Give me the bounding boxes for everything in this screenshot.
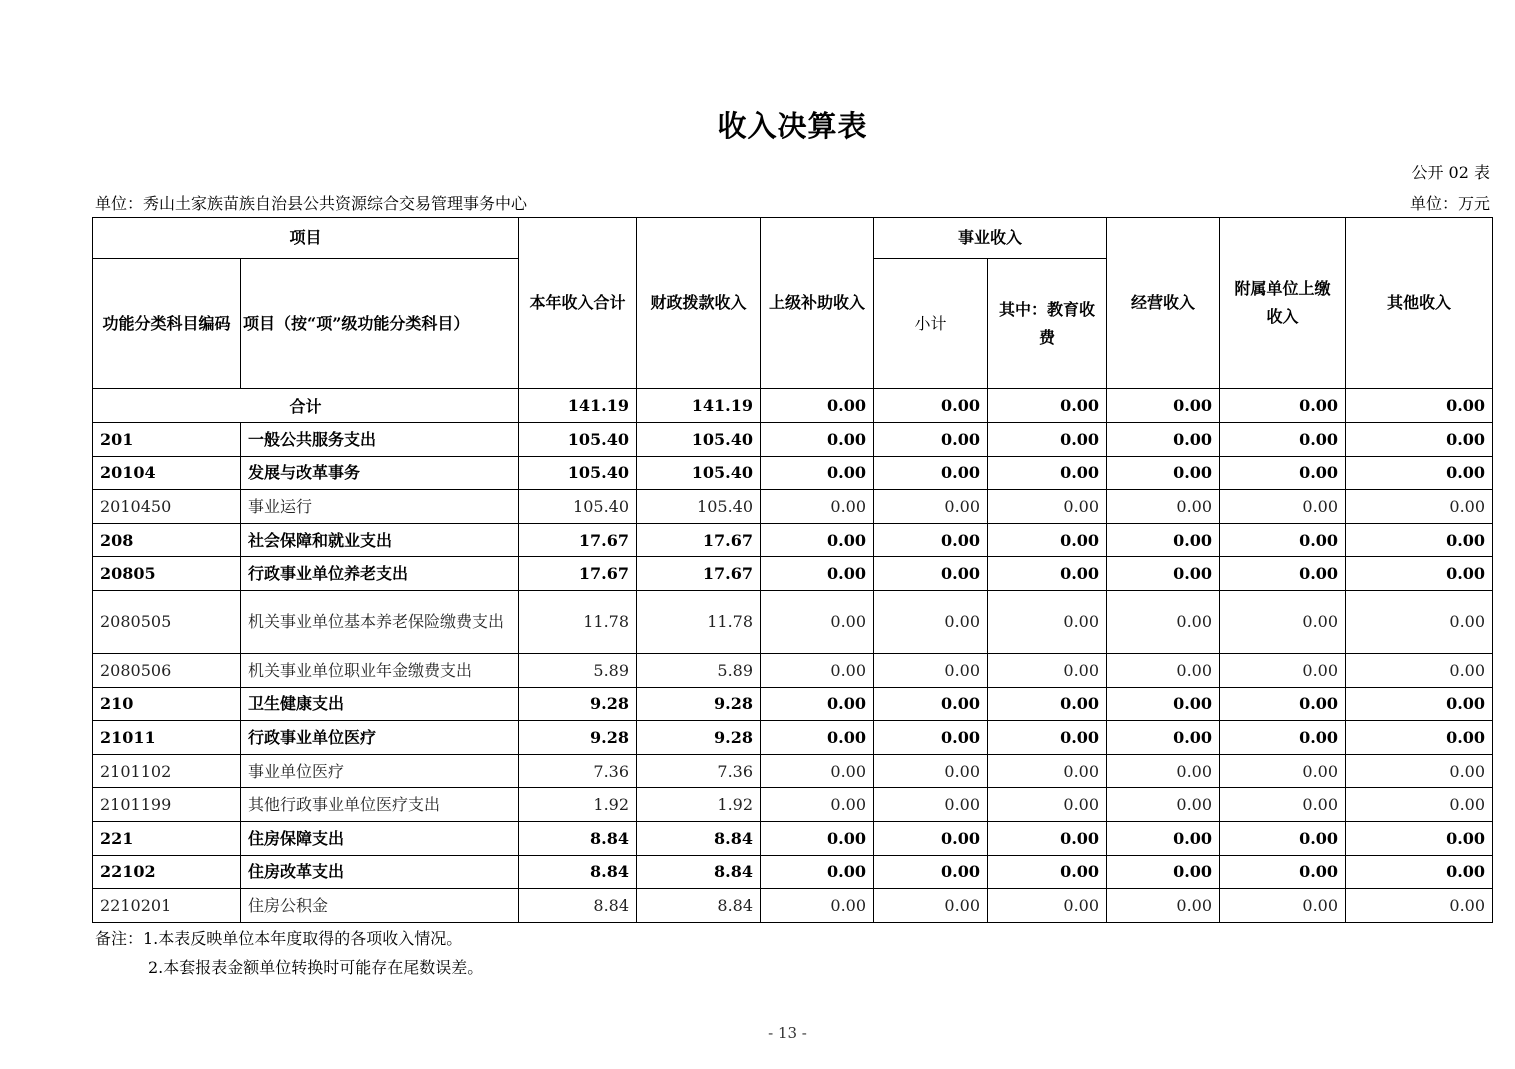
row-value: 0.00 — [874, 687, 988, 721]
table-row — [93, 821, 1493, 855]
sum-value: 141.19 — [637, 389, 761, 423]
row-value: 0.00 — [988, 590, 1107, 653]
row-value: 105.40 — [637, 490, 761, 524]
row-value: 0.00 — [874, 889, 988, 923]
row-value: 0.00 — [761, 490, 874, 524]
row-value: 8.84 — [519, 855, 637, 889]
header-operating: 经营收入 — [1107, 218, 1220, 389]
table-row — [93, 855, 1493, 889]
row-name: 一般公共服务支出 — [241, 423, 519, 457]
note-1: 备注：1.本表反映单位本年度取得的各项收入情况。 — [95, 929, 463, 948]
row-code: 2080505 — [93, 590, 241, 653]
row-value: 0.00 — [761, 456, 874, 490]
row-value: 11.78 — [637, 590, 761, 653]
row-value: 0.00 — [1107, 456, 1220, 490]
row-value: 1.92 — [637, 788, 761, 822]
row-value: 0.00 — [988, 490, 1107, 524]
row-value: 17.67 — [519, 557, 637, 591]
row-code: 21011 — [93, 721, 241, 755]
row-value: 0.00 — [1107, 889, 1220, 923]
row-value: 0.00 — [1220, 423, 1346, 457]
row-value: 0.00 — [988, 456, 1107, 490]
row-name: 住房公积金 — [241, 889, 519, 923]
row-value: 0.00 — [874, 423, 988, 457]
row-value: 0.00 — [1220, 889, 1346, 923]
row-code: 221 — [93, 821, 241, 855]
row-value: 0.00 — [1346, 456, 1493, 490]
row-value: 0.00 — [1346, 889, 1493, 923]
row-value: 0.00 — [761, 653, 874, 687]
row-code: 210 — [93, 687, 241, 721]
row-value: 0.00 — [1220, 788, 1346, 822]
header-affiliated: 附属单位上缴收入 — [1220, 218, 1346, 389]
row-value: 0.00 — [874, 721, 988, 755]
table-row — [93, 687, 1493, 721]
row-value: 0.00 — [1346, 557, 1493, 591]
row-value: 0.00 — [988, 788, 1107, 822]
row-value: 7.36 — [637, 754, 761, 788]
row-code: 2101102 — [93, 754, 241, 788]
row-value: 0.00 — [761, 788, 874, 822]
page-number: - 13 - — [768, 1024, 807, 1042]
row-value: 0.00 — [1220, 721, 1346, 755]
row-value: 0.00 — [988, 557, 1107, 591]
unit-organization: 单位：秀山土家族苗族自治县公共资源综合交易管理事务中心 — [95, 194, 528, 213]
sum-value: 0.00 — [874, 389, 988, 423]
row-value: 0.00 — [761, 889, 874, 923]
row-value: 0.00 — [988, 855, 1107, 889]
row-value: 0.00 — [761, 687, 874, 721]
row-value: 0.00 — [988, 821, 1107, 855]
page-title: 收入决算表 — [717, 109, 868, 143]
row-value: 0.00 — [1346, 523, 1493, 557]
row-value: 0.00 — [1220, 590, 1346, 653]
table-row — [93, 490, 1493, 524]
row-value: 0.00 — [1107, 423, 1220, 457]
row-value: 0.00 — [1220, 456, 1346, 490]
row-value: 0.00 — [988, 721, 1107, 755]
row-value: 0.00 — [1107, 788, 1220, 822]
header-subtotal: 小计 — [874, 259, 988, 389]
row-code: 2010450 — [93, 490, 241, 524]
row-value: 0.00 — [874, 590, 988, 653]
table-row — [93, 788, 1493, 822]
table-row — [93, 456, 1493, 490]
row-value: 0.00 — [1220, 653, 1346, 687]
row-value: 0.00 — [1346, 855, 1493, 889]
sum-value: 141.19 — [519, 389, 637, 423]
table-row-total — [93, 389, 1493, 423]
row-value: 0.00 — [1220, 687, 1346, 721]
row-value: 1.92 — [519, 788, 637, 822]
row-code: 20104 — [93, 456, 241, 490]
sum-value: 0.00 — [1220, 389, 1346, 423]
row-value: 0.00 — [1107, 653, 1220, 687]
row-value: 0.00 — [988, 889, 1107, 923]
row-value: 9.28 — [519, 721, 637, 755]
row-value: 0.00 — [1107, 754, 1220, 788]
header-total: 本年收入合计 — [519, 218, 637, 389]
row-value: 0.00 — [1346, 653, 1493, 687]
row-value: 0.00 — [874, 754, 988, 788]
row-value: 8.84 — [519, 889, 637, 923]
row-value: 105.40 — [519, 423, 637, 457]
row-name: 其他行政事业单位医疗支出 — [241, 788, 519, 822]
row-value: 0.00 — [874, 855, 988, 889]
row-code: 2210201 — [93, 889, 241, 923]
row-value: 0.00 — [1220, 523, 1346, 557]
row-value: 0.00 — [1346, 821, 1493, 855]
row-value: 9.28 — [637, 721, 761, 755]
row-value: 0.00 — [1107, 490, 1220, 524]
header-code: 功能分类科目编码 — [93, 259, 241, 389]
row-value: 0.00 — [988, 687, 1107, 721]
table-row — [93, 523, 1493, 557]
row-value: 9.28 — [519, 687, 637, 721]
note-2: 2.本套报表金额单位转换时可能存在尾数误差。 — [148, 958, 484, 977]
row-name: 发展与改革事务 — [241, 456, 519, 490]
row-value: 0.00 — [988, 423, 1107, 457]
row-value: 0.00 — [988, 653, 1107, 687]
row-value: 17.67 — [637, 523, 761, 557]
table-row — [93, 889, 1493, 923]
table-row — [93, 754, 1493, 788]
row-value: 0.00 — [1107, 590, 1220, 653]
row-value: 0.00 — [761, 754, 874, 788]
unit-currency: 单位：万元 — [1409, 194, 1490, 213]
row-code: 22102 — [93, 855, 241, 889]
row-value: 8.84 — [637, 889, 761, 923]
row-value: 0.00 — [761, 821, 874, 855]
row-code: 201 — [93, 423, 241, 457]
row-code: 208 — [93, 523, 241, 557]
header-career: 事业收入 — [874, 218, 1107, 259]
row-value: 0.00 — [1346, 490, 1493, 524]
row-value: 0.00 — [874, 788, 988, 822]
row-value: 105.40 — [637, 456, 761, 490]
row-value: 0.00 — [1220, 821, 1346, 855]
row-name: 事业单位医疗 — [241, 754, 519, 788]
row-value: 17.67 — [637, 557, 761, 591]
row-name: 卫生健康支出 — [241, 687, 519, 721]
header-other: 其他收入 — [1346, 218, 1493, 389]
header-fiscal: 财政拨款收入 — [637, 218, 761, 389]
row-value: 0.00 — [761, 557, 874, 591]
row-name: 事业运行 — [241, 490, 519, 524]
row-name: 住房改革支出 — [241, 855, 519, 889]
row-name: 住房保障支出 — [241, 821, 519, 855]
sum-value: 0.00 — [1346, 389, 1493, 423]
row-value: 8.84 — [519, 821, 637, 855]
row-code: 2101199 — [93, 788, 241, 822]
row-value: 9.28 — [637, 687, 761, 721]
row-value: 0.00 — [1220, 557, 1346, 591]
table-row — [93, 590, 1493, 653]
row-value: 0.00 — [1346, 788, 1493, 822]
form-number: 公开 02 表 — [1411, 163, 1490, 182]
row-value: 0.00 — [761, 523, 874, 557]
row-name: 机关事业单位职业年金缴费支出 — [241, 653, 519, 687]
row-name: 机关事业单位基本养老保险缴费支出 — [241, 590, 519, 653]
row-value: 0.00 — [1107, 523, 1220, 557]
row-value: 7.36 — [519, 754, 637, 788]
row-name: 行政事业单位医疗 — [241, 721, 519, 755]
row-value: 0.00 — [1220, 754, 1346, 788]
header-project: 项目 — [93, 218, 519, 259]
sum-label: 合计 — [93, 389, 519, 423]
row-value: 0.00 — [1346, 687, 1493, 721]
row-value: 105.40 — [519, 490, 637, 524]
row-value: 0.00 — [1220, 490, 1346, 524]
row-value: 0.00 — [874, 456, 988, 490]
sum-value: 0.00 — [1107, 389, 1220, 423]
row-value: 0.00 — [1346, 754, 1493, 788]
row-value: 0.00 — [874, 523, 988, 557]
row-value: 0.00 — [1346, 721, 1493, 755]
row-name: 社会保障和就业支出 — [241, 523, 519, 557]
row-value: 17.67 — [519, 523, 637, 557]
row-value: 5.89 — [637, 653, 761, 687]
row-value: 0.00 — [1107, 557, 1220, 591]
row-value: 0.00 — [761, 855, 874, 889]
header-name: 项目（按“项”级功能分类科目） — [241, 259, 519, 389]
row-name: 行政事业单位养老支出 — [241, 557, 519, 591]
income-table — [92, 217, 1493, 923]
row-value: 0.00 — [874, 490, 988, 524]
row-value: 0.00 — [1107, 821, 1220, 855]
row-value: 0.00 — [988, 523, 1107, 557]
sum-value: 0.00 — [761, 389, 874, 423]
row-value: 105.40 — [637, 423, 761, 457]
row-value: 0.00 — [1107, 687, 1220, 721]
table-row — [93, 721, 1493, 755]
notes — [95, 924, 483, 982]
row-value: 0.00 — [988, 754, 1107, 788]
row-value: 0.00 — [1346, 590, 1493, 653]
table-row — [93, 423, 1493, 457]
row-code: 2080506 — [93, 653, 241, 687]
row-value: 5.89 — [519, 653, 637, 687]
row-value: 0.00 — [874, 557, 988, 591]
row-value: 0.00 — [1107, 721, 1220, 755]
table-row — [93, 653, 1493, 687]
header-superior: 上级补助收入 — [761, 218, 874, 389]
sum-value: 0.00 — [988, 389, 1107, 423]
row-value: 0.00 — [1346, 423, 1493, 457]
row-code: 20805 — [93, 557, 241, 591]
row-value: 0.00 — [1220, 855, 1346, 889]
row-value: 8.84 — [637, 821, 761, 855]
row-value: 11.78 — [519, 590, 637, 653]
row-value: 8.84 — [637, 855, 761, 889]
row-value: 0.00 — [874, 653, 988, 687]
row-value: 0.00 — [761, 423, 874, 457]
row-value: 0.00 — [761, 721, 874, 755]
row-value: 0.00 — [1107, 855, 1220, 889]
row-value: 0.00 — [874, 821, 988, 855]
row-value: 0.00 — [761, 590, 874, 653]
table-row — [93, 557, 1493, 591]
header-education: 其中：教育收费 — [988, 259, 1107, 389]
row-value: 105.40 — [519, 456, 637, 490]
